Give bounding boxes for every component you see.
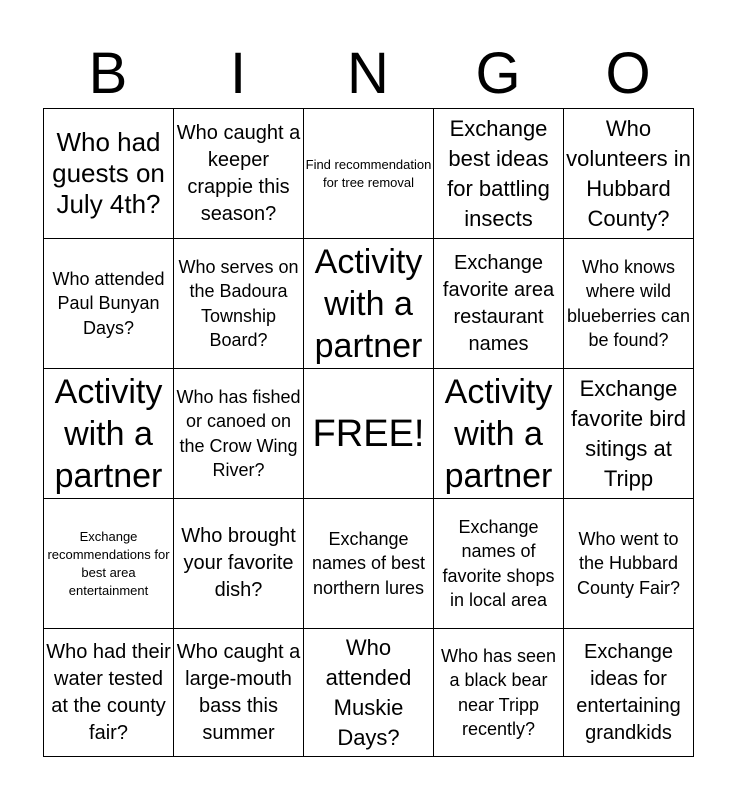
bingo-cell[interactable] [44,109,174,239]
cell-text: Who serves on the Badoura Township Board? [178,256,299,350]
bingo-cell[interactable] [434,239,564,369]
cell-text: Who brought your favorite dish? [181,525,296,601]
bingo-cell[interactable] [304,239,434,369]
cell-text: Who had guests on July 4th? [52,127,165,219]
cell-text: Who went to the Hubbard County Fair? [576,528,681,598]
bingo-cell[interactable] [44,499,174,629]
bingo-cell[interactable] [434,629,564,757]
header-letter-i: I [229,41,247,106]
cell-text: Activity with a partner [444,372,553,495]
cell-text: Exchange favorite bird sitings at Tripp [571,375,686,491]
cell-text: Who caught a large-mouth bass this summer [176,640,301,744]
cell-text: Exchange names of best northern lures [311,528,426,598]
bingo-cell[interactable] [304,109,434,239]
cell-text: Who had their water tested at the county fair? [46,640,171,744]
header-letter-b: B [88,41,128,106]
header-letter-n: N [347,41,389,106]
cell-text: Exchange ideas for entertaining grandkids [576,640,681,744]
bingo-cell[interactable] [434,369,564,499]
bingo-cell[interactable] [564,629,694,757]
bingo-cell[interactable] [44,629,174,757]
cell-text: Activity with a partner [54,372,163,495]
bingo-cell[interactable] [174,369,304,499]
cell-text: Exchange recommendations for best area entertainment [47,528,170,598]
bingo-cell[interactable] [304,629,434,757]
cell-text: Who caught a keeper crappie this season? [176,121,301,225]
cell-text: Exchange names of favorite shops in local area [442,516,555,610]
cell-text: Who has seen a black bear near Tripp recently? [440,645,557,739]
bingo-card [43,108,694,757]
cell-text: Exchange best ideas for battling insects [447,115,550,231]
free-space-label: FREE! [312,412,425,455]
header-letter-g: G [475,41,521,106]
cell-text: Who volunteers in Hubbard County? [566,115,691,231]
bingo-cell[interactable] [434,109,564,239]
free-space[interactable] [304,369,434,499]
cell-text: Exchange favorite area restaurant names [442,251,555,355]
cell-text: Who attended Paul Bunyan Days? [52,268,165,338]
cell-text: Activity with a partner [314,242,423,365]
bingo-cell[interactable] [564,239,694,369]
bingo-cell[interactable] [564,369,694,499]
bingo-cell[interactable] [564,499,694,629]
bingo-cell[interactable] [564,109,694,239]
bingo-cell[interactable] [434,499,564,629]
bingo-cell[interactable] [174,629,304,757]
bingo-cell[interactable] [44,239,174,369]
bingo-cell[interactable] [174,239,304,369]
bingo-cell[interactable] [304,499,434,629]
cell-text: Who has fished or canoed on the Crow Wing River? [176,386,301,480]
cell-text: Who knows where wild blueberries can be found? [566,256,691,350]
header-letter-o: O [605,41,651,106]
bingo-cell[interactable] [44,369,174,499]
bingo-cell[interactable] [174,109,304,239]
bingo-header [43,40,693,108]
cell-text: Who attended Muskie Days? [325,634,412,750]
cell-text: Find recommendation for tree removal [305,156,432,190]
bingo-cell[interactable] [174,499,304,629]
